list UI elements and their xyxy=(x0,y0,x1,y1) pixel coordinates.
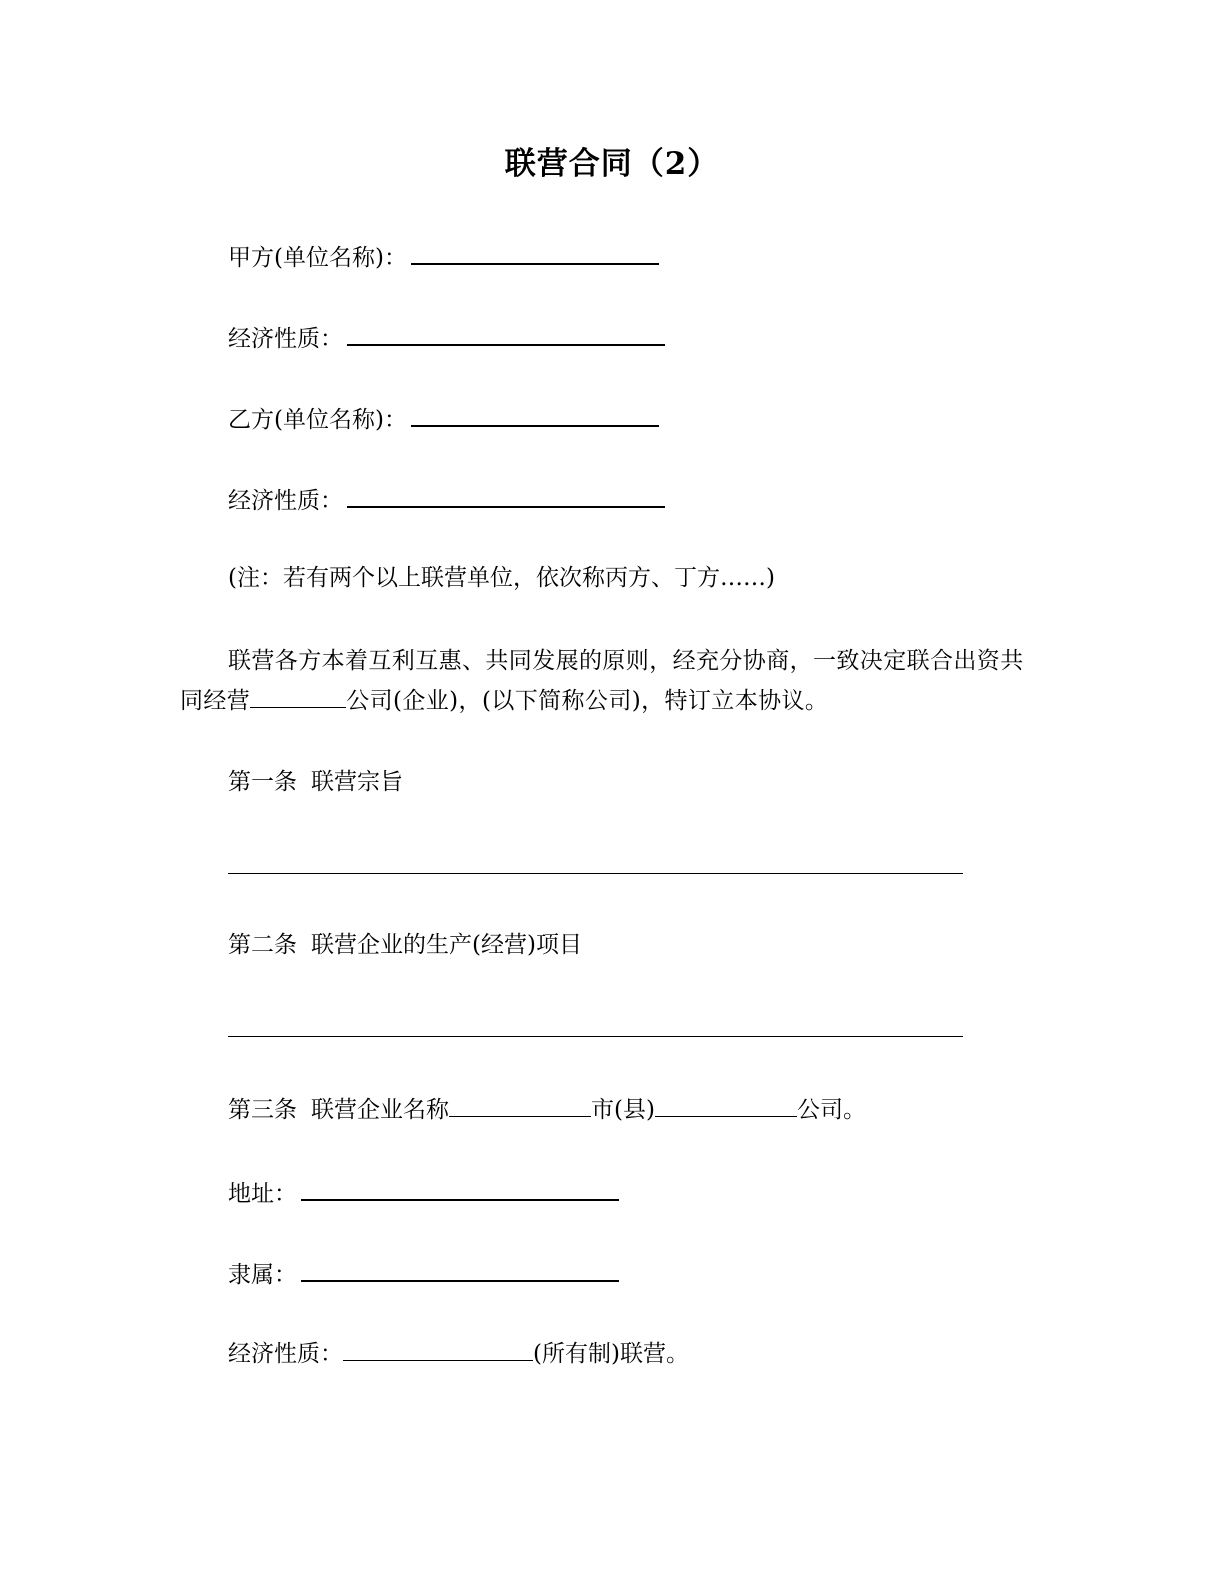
ownership-nature-label: 经济性质： xyxy=(228,1341,343,1367)
party-a-line xyxy=(228,238,659,274)
party-a-nature-blank[interactable] xyxy=(347,319,665,346)
party-b-nature-line xyxy=(228,481,665,517)
preamble-part2: 公司(企业)，(以下简称公司)，特订立本协议。 xyxy=(346,688,829,714)
article-3-text-1: 联营企业名称 xyxy=(311,1097,449,1123)
article-2-heading xyxy=(228,929,582,961)
address-label: 地址： xyxy=(228,1181,297,1207)
party-b-nature-label: 经济性质： xyxy=(228,488,343,514)
joint-venture-name-blank[interactable] xyxy=(250,683,346,708)
article-2-fill-line[interactable] xyxy=(228,1036,963,1037)
article-1-heading xyxy=(228,766,403,798)
party-b-name-blank[interactable] xyxy=(411,400,659,427)
affiliation-blank[interactable] xyxy=(301,1255,619,1282)
party-b-label: 乙方(单位名称)： xyxy=(228,407,407,433)
article-2-number: 第二条 xyxy=(228,932,297,958)
affiliation-line xyxy=(228,1255,619,1291)
ownership-nature-line xyxy=(228,1336,689,1370)
affiliation-label: 隶属： xyxy=(228,1262,297,1288)
party-a-name-blank[interactable] xyxy=(411,238,659,265)
party-a-label: 甲方(单位名称)： xyxy=(228,245,407,271)
preamble-paragraph xyxy=(180,641,1045,721)
address-line xyxy=(228,1174,619,1210)
address-blank[interactable] xyxy=(301,1174,619,1201)
city-county-blank[interactable] xyxy=(655,1092,797,1117)
article-1-fill-line[interactable] xyxy=(228,873,963,874)
article-1-number: 第一条 xyxy=(228,769,297,795)
article-2-title: 联营企业的生产(经营)项目 xyxy=(311,932,582,958)
ownership-nature-suffix: (所有制)联营。 xyxy=(533,1341,689,1367)
party-a-nature-label: 经济性质： xyxy=(228,326,343,352)
preamble-part1: 联营各方本着互利互惠、共同发展的原则，经充分协商，一致决定联合出资共同经营 xyxy=(180,648,1024,714)
article-3-number: 第三条 xyxy=(228,1097,297,1123)
party-b-nature-blank[interactable] xyxy=(347,481,665,508)
document-title: 联营合同（2） xyxy=(504,146,720,182)
company-name-blank[interactable] xyxy=(449,1092,591,1117)
article-3-text-3: 公司。 xyxy=(796,1097,866,1123)
article-3-text-2: 市(县) xyxy=(591,1097,655,1123)
article-3-heading xyxy=(228,1092,866,1126)
note-text: (注：若有两个以上联营单位，依次称丙方、丁方……) xyxy=(228,565,775,591)
party-b-line xyxy=(228,400,659,436)
article-1-title: 联营宗旨 xyxy=(311,769,403,795)
ownership-nature-blank[interactable] xyxy=(343,1336,533,1361)
party-a-nature-line xyxy=(228,319,665,355)
